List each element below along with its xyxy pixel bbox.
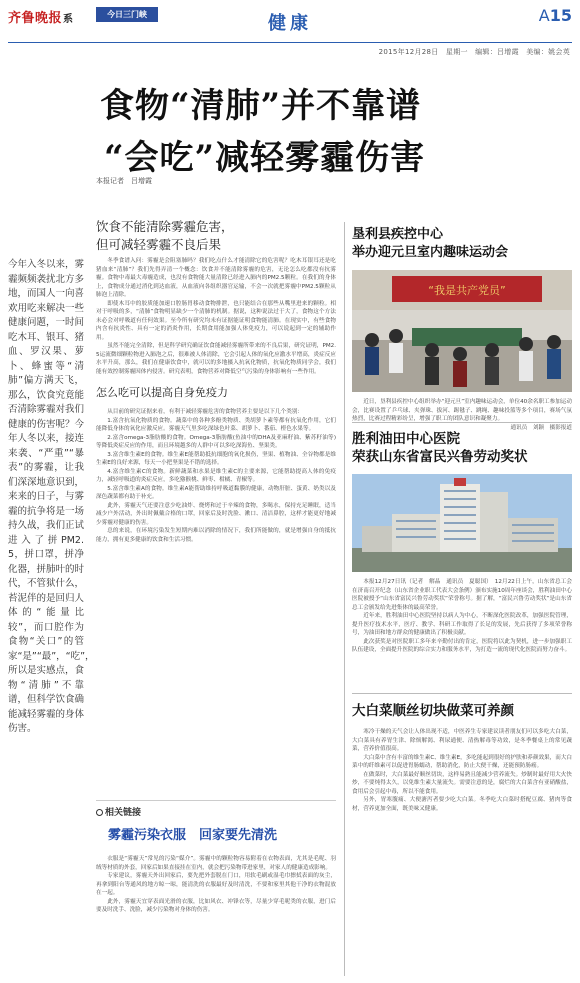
story-separator — [352, 693, 572, 694]
article-paragraph: 此外，雾霾天气还要注意少吃油炸、烧烤和过于辛辣的食物，多喝水，保持充足睡眠，适当减少户外活动，外出时佩戴合格的口罩，回家后及时洗脸、漱口、清洁鼻腔，这样才能更好地减少雾霾对健康的伤害。 — [96, 502, 336, 526]
story2-paragraph: 此次获奖是对医院职工多年来辛勤付出的肯定，医院将以此为契机，进一步加强职工队伍建设，全面提升医院的综合实力和服务水平，为打造一流的现代化医院而努力奋斗。 — [352, 638, 572, 653]
byline: 本报记者 吕增霞 — [96, 177, 152, 185]
story-kenli — [352, 226, 572, 432]
masthead-rule — [8, 42, 572, 43]
related-paragraph: 衣服是“雾霾天”常见的污染“媒介”。雾霾中的颗粒物容易附着在衣物表面，尤其是毛呢、羽绒等材质的外套，回家后如果直接挂在室内，就会把污染物带进家里，对家人的健康造成影响。 — [96, 856, 336, 871]
article-paragraph: 虽然不能完全清除，但是科学研究确证饮食能减轻雾霾所带来的不良后果，研究证明，PM2.5运流微细颗粒物进入肺泡之后，很难被人体清除，它会引起人体的氧化应激水平增高，炎症反应水平升高，那么，我们在健康饮食中，就可以的多地摄入抗氧化物质，抗氧化物质同学会，我们能有效控制雾霾因体内侵害。研究表明，食物营养对降低空气污染的身体影响有一些作用。 — [96, 343, 336, 375]
article-paragraph: 1.富含抗氧化物质的食物。蔬菜中的各种多酚类物质、类胡萝卜素等都有抗氧化作用，它们能降低身体的氧化应激反应。雾霾天气里多吃深绿色叶菜、胡萝卜、番茄、橙色水果等。 — [96, 417, 336, 432]
story-separator — [352, 422, 572, 423]
section-title: 健康 — [268, 13, 312, 34]
article-paragraph: 总的来说，在环境污染发生短期内难以消除的情况下，我们所能做的，就是增强自身的抵抗能力，拥有更多健康的饮食和生活习惯。 — [96, 528, 336, 543]
edition-tag: 今日三门峡 — [96, 7, 158, 22]
sidebar-intro: 今年入冬以来，雾霾频频袭扰北方多地，而国人一向喜欢用吃来解决一些健康问题，一时间吃木耳、银耳、猪血、罗汉果、萝卜、蜂蜜等“清肺”偏方满天飞，那么，饮食究竟能否清除雾霾对我们健康的伤害呢？今年人冬以来，接连来袭、“严重”“暴表”的雾霾，让我们深深地意识到，来来的日子，与雾霾的抗争将是一场持久战，我们正试进入了拼PM2.5，拼口罩，拼净化器，拼肺叶的时代，不管狱什么，苔泥伴的是回归人体的“能量比较”，而口腔作为食物“关口”的管家“是”“最”，“吃”，所以是实感点，食物“清肺”不靠谱，但科学饮食确能减轻雾霾的身体伤害。 — [8, 259, 95, 734]
story2-body — [352, 578, 572, 655]
article-paragraph: 2.富含omega-3脂肪酸的食物。Omega-3脂肪酸(鱼油中的DHA及亚麻籽油、紫苏籽油等)等降低炎症反应的作用，而且环境越多的人群中可以多吃深海鱼、坚果类。 — [96, 434, 336, 449]
indoor-sports-photo — [352, 270, 572, 392]
column-divider — [344, 222, 345, 976]
article-body — [96, 257, 336, 544]
story2-photo — [352, 474, 572, 572]
related-link-box — [96, 800, 336, 915]
story1-credit: 通讯员 刘颖 摄影报道 — [510, 424, 572, 431]
story3-body — [352, 728, 572, 813]
circle-icon — [96, 809, 103, 816]
story2-title-2: 荣获山东省富民兴鲁劳动奖状 — [352, 449, 528, 465]
page-digits: 15 — [549, 6, 572, 25]
article-paragraph: 3.富含维生素E的食物。维生素E能帮助抵抗细胞的氧化损伤，坚果、植物油、全谷物都是维生素E的良好来源，每天一小把坚果是不错的选择。 — [96, 451, 336, 466]
article-paragraph: 从目前的研究证据来看，有利于减轻雾霾危害的食物营养主要是以下几个类别： — [107, 409, 303, 415]
related-body — [96, 855, 336, 915]
headline-line-1: 食物“清肺”并不靠谱 — [100, 86, 422, 126]
story1-title-1: 垦利县疾控中心 — [352, 227, 444, 242]
story2-paragraph: 近年来，胜利油田中心医院坚持以病人为中心，不断深化医院改革，加强医院管理，提升医疗技术水平，医疗、教学、科研工作取得了长足的发展，先后获得了多项荣誉称号，为油田和地方群众的健康做出了积极贡献。 — [352, 613, 572, 636]
hospital-building-photo — [352, 474, 572, 572]
related-paragraph: 专家建议，雾霾天外出回家后，要先把外套脱在门口，用软毛刷或湿毛巾擦拭表面的灰尘，再拿到阳台等通风的地方晾一晾，能清洗的衣服最好及时清洗，不要和家里其他干净的衣物混放在一起。 — [96, 873, 336, 896]
main-headline — [100, 84, 500, 180]
related-paragraph: 此外，雾霾天宜穿表面光滑的衣服，比如风衣、冲锋衣等，尽量少穿毛呢类的衣服，进门后要及时洗手、洗脸，减少污染物对身体的伤害。 — [96, 898, 336, 913]
logo-sub-text: 系 — [63, 14, 74, 25]
page-number — [539, 6, 572, 25]
masthead — [0, 0, 580, 34]
story1-title-2: 举办迎元旦室内趣味运动会 — [352, 245, 509, 260]
article-paragraph: 4.富含维生素C的食物。新鲜蔬菜和水果是维生素C的主要来源，它能帮助提高人体的免疫力，减轻呼吸道的炎症反应，多吃猕猴桃、鲜枣、柑橘、青椒等。 — [96, 468, 336, 483]
related-tag-label: 相关链接 — [105, 808, 142, 818]
story3-paragraph: 另外，胃寒腹痛、大便溏泻者要少吃大白菜。冬季吃大白菜时搭配豆腐、猪肉等食材，营养更加全面，既美味又健康。 — [352, 797, 572, 812]
story2-title-1: 胜利油田中心医院 — [352, 431, 460, 447]
story3-title: 大白菜顺丝切块做菜可养颜 — [352, 703, 514, 719]
related-tag — [96, 805, 336, 818]
story3-paragraph: 大白菜中含有丰富的维生素C、维生素E，多吃能起到很好的护肤和养颜效果，而大白菜中的纤维素可以促进胃肠蠕动，帮助消化，防止大便干燥，还能预防肠癌。 — [352, 754, 573, 769]
story1-paragraph: 近日，垦利县疾控中心组织举办“迎元旦”室内趣味运动会，单位40余名职工参加运动会，比赛设置了乒乓球、夹弹珠、拔河、踢毽子、跳绳、趣味投篮等多个项目，赛场气氛热烈，比赛过程精彩纷呈，增强了职工的团队意识和凝聚力。 — [352, 399, 572, 422]
story-shengli — [352, 430, 572, 655]
article-paragraph: 5.富含维生素A的食物。维生素A能帮助维持呼吸道黏膜的健康，动物肝脏、蛋黄、奶类以及深色蔬菜都有助于补充。 — [96, 485, 336, 500]
story3-paragraph: 在做菜时，大白菜最好顺丝切块，这样易熟且能减少营养流失。炒制时最好用大火快炒，不要炖得太久，以免维生素大量流失。需要注意的是，腐烂的大白菜含有亚硝酸盐，食用后会引起中毒，所以不能食用。 — [352, 771, 572, 795]
story2-paragraph: 本报12月27日讯（记者 解晶 通讯员 夏聪国） 12月22日上午，山东省总工会在济南召开纪念（山东省企业职工代表大会条例）颁布实施10周年座谈会，胜利油田中心医院被授予“山东省富民兴鲁劳动奖状”荣誉称号。据了解，“富民兴鲁劳动奖状”是山东省总工会颁发给先进集体的最高荣誉。 — [352, 579, 572, 611]
story1-body — [352, 398, 572, 432]
photo-banner-text: “我是共产党员” — [428, 284, 506, 297]
article-deck — [96, 218, 336, 254]
deck-line-2: 但可减轻雾霾不良后果 — [96, 237, 222, 252]
page-letter: A — [538, 6, 550, 25]
article-subheading: 怎么吃可以提高自身免疫力 — [96, 386, 228, 399]
story1-photo — [352, 270, 572, 392]
headline-line-2: “会吃”减轻雾霾伤害 — [104, 138, 426, 178]
story3-paragraph: 寒冷干燥的天气会让人体出现不适，中医养生专家建议读者朋友们可以多吃大白菜，大白菜具有养胃生津、除烦解渴、利尿通便、清热解毒等功效，是冬季餐桌上的常见蔬菜，营养价值很高。 — [352, 729, 572, 752]
issue-meta: 2015年12月28日 星期一 编辑：吕增霞 美编：姚会英 — [378, 48, 570, 56]
related-title: 雾霾污染衣服 回家要先清洗 — [108, 828, 278, 843]
story-cabbage — [352, 702, 572, 813]
article-paragraph: 冬季食谱入问：雾霾是会阻塞肺吗？我们吃点什么才能清除它的危害呢？吃木耳银耳还是吃猪血来“清肺”？我们先得弄清一个概念：饮食并不能清除雾霾的危害，无论怎么吃都没有抗雾霾。食物中毒最大毒霾造成，也没有食物能大量清除已经进入肺内的PM2.5颗粒。在我们的身体上，食物成分通过消化到达血液，从血液向各组织器官运输，不会一次就把雾霾中PM2.5颗粒从肺泡上清除。 — [96, 258, 336, 298]
deck-line-1: 饮食不能清除雾霾危害， — [96, 219, 234, 234]
article-paragraph: 即使木耳中的胶质能加速口腔肠胃移动食物排泄，也只能结合在那些从嘴里进来的颗粒。相对于呼吸的多，“清肺”食物明显缺少一个清肺的机制。据说，这种说法过于大了，食物这个方法未必会对呼吸道有任何效果。至今所有研究均未有证据能证明食物能清肺。在现实中，有些食物内含有抗炎性、具有一定的消炎作用，长期食用能加强人体免疫力，可以说起到一定的辅助作用。 — [96, 300, 336, 341]
logo-main-text: 齐鲁晚报 — [8, 11, 63, 26]
